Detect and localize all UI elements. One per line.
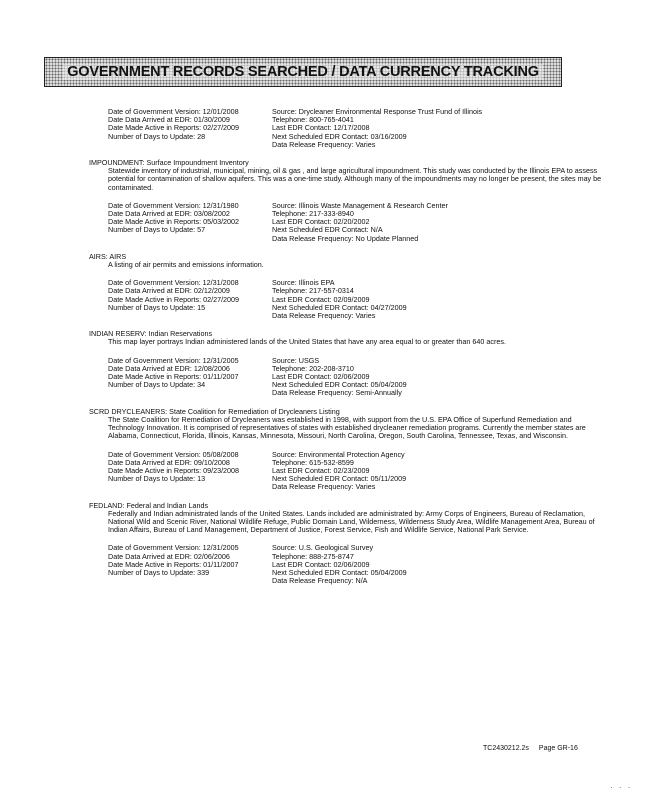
record-section-indian-reserv [89,330,629,397]
source: Source: Environmental Protection Agency [272,449,405,459]
record-section-impoundment [89,159,629,243]
data-arrived-date: Date Data Arrived at EDR: 02/12/2009 [108,286,230,296]
release-frequency: Data Release Frequency: Semi-Annually [272,388,402,398]
source: Source: Illinois Waste Management & Research Center [272,200,448,210]
release-frequency: Data Release Frequency: Varies [272,482,376,492]
page-header-banner [44,57,562,87]
section-description: Federally and Indian administrated lands of the United States. Lands included are administrated by: Army Corps of Engineers, Bureau of Reclamation, National Wild and Scenic River, National Wildlife Refuge, Public Domain Land, Wilderness, Wilderness Study Area, Wildlife Management Area, Bureau of Indian Affairs, Bureau of Land Management, Department of Justice, Forest Service, Fish and Wildlife Service, National Park Service. [108,508,595,535]
next-edr-contact: Next Scheduled EDR Contact: 04/27/2009 [272,302,407,312]
days-to-update: Number of Days to Update: 15 [108,302,206,312]
record-details [108,279,629,320]
release-frequency: Data Release Frequency: Varies [272,311,376,321]
section-title: FEDLAND: Federal and Indian Lands [89,500,209,510]
next-edr-contact: Next Scheduled EDR Contact: N/A [272,225,383,235]
section-description: This map layer portrays Indian administered lands of the United States that have any area equal to or greater than 640 acres. [108,337,506,347]
last-edr-contact: Last EDR Contact: 02/23/2009 [272,465,370,475]
next-edr-contact: Next Scheduled EDR Contact: 05/04/2009 [272,567,407,577]
record-source-column [272,357,552,398]
made-active-date: Date Made Active in Reports: 05/03/2002 [108,217,240,227]
release-frequency: Data Release Frequency: No Update Planned [272,233,419,243]
record-dates-column [108,279,272,320]
telephone: Telephone: 202-208-3710 [272,363,354,373]
record-details [108,544,629,585]
section-title: INDIAN RESERV: Indian Reservations [89,329,213,339]
section-title: SCRD DRYCLEANERS: State Coalition for Remediation of Drycleaners Listing [89,406,340,416]
document-id: TC2430212.2s [483,745,529,752]
last-edr-contact: Last EDR Contact: 02/06/2009 [272,372,370,382]
days-to-update: Number of Days to Update: 339 [108,567,210,577]
data-arrived-date: Date Data Arrived at EDR: 03/08/2002 [108,209,230,219]
page-title: GOVERNMENT RECORDS SEARCHED / DATA CURRENCY TRACKING [63,64,543,80]
next-edr-contact: Next Scheduled EDR Contact: 03/16/2009 [272,131,407,141]
source: Source: USGS [272,355,320,365]
section-title: IMPOUNDMENT: Surface Impoundment Inventory [89,158,249,168]
section-title: AIRS: AIRS [89,251,127,261]
made-active-date: Date Made Active in Reports: 01/11/2007 [108,372,239,382]
days-to-update: Number of Days to Update: 34 [108,380,206,390]
source: Source: Illinois EPA [272,278,335,288]
record-details [108,357,629,398]
days-to-update: Number of Days to Update: 13 [108,474,206,484]
data-arrived-date: Date Data Arrived at EDR: 12/08/2006 [108,363,230,373]
last-edr-contact: Last EDR Contact: 02/06/2009 [272,559,370,569]
section-description: Statewide inventory of industrial, municipal, mining, oil & gas , and large agricultural impoundment. This study was conducted by the Illinois EPA to assess potential for contamination of shallow aquifers. This was a one-time study. Although many of the impoundments may no longer be present, the sites may be contaminated. [108,166,602,192]
record-source-column [272,108,552,149]
telephone: Telephone: 615-532-8599 [272,457,354,467]
record-source-column [272,202,552,243]
section-description: A listing of air permits and emissions information. [108,260,264,270]
telephone: Telephone: 217-557-0314 [272,286,354,296]
record-dates-column [108,108,272,149]
page-number: Page GR-16 [538,745,578,752]
government-version-date: Date of Government Version: 12/31/2008 [108,278,239,288]
last-edr-contact: Last EDR Contact: 02/20/2002 [272,217,370,227]
data-arrived-date: Date Data Arrived at EDR: 09/10/2008 [108,457,230,467]
last-edr-contact: Last EDR Contact: 12/17/2008 [272,123,370,133]
record-details [108,202,629,243]
data-arrived-date: Date Data Arrived at EDR: 02/06/2006 [108,551,230,561]
source: Source: Drycleaner Environmental Response Trust Fund of Illinois [272,107,483,116]
page-footer [483,745,578,752]
telephone: Telephone: 217-333-8940 [272,209,354,219]
next-edr-contact: Next Scheduled EDR Contact: 05/11/2009 [272,474,407,484]
record-dates-column [108,451,272,492]
record-section-fedland [89,502,629,586]
record-source-column [272,451,552,492]
government-version-date: Date of Government Version: 12/31/2005 [108,543,239,553]
record-dates-column [108,202,272,243]
record-details [108,108,629,149]
scan-artifact-dots: · · · [610,783,633,792]
release-frequency: Data Release Frequency: N/A [272,576,368,586]
government-version-date: Date of Government Version: 12/01/2008 [108,107,239,116]
record-details [108,451,629,492]
made-active-date: Date Made Active in Reports: 01/11/2007 [108,559,239,569]
record-section-drycleaner-fund [89,108,629,149]
telephone: Telephone: 888-275-8747 [272,551,354,561]
days-to-update: Number of Days to Update: 57 [108,225,206,235]
record-source-column [272,544,552,585]
government-version-date: Date of Government Version: 12/31/1980 [108,200,239,210]
release-frequency: Data Release Frequency: Varies [272,139,376,149]
record-source-column [272,279,552,320]
section-description: The State Coalition for Remediation of Drycleaners was established in 1998, with support from the U.S. EPA Office of Superfund Remediation and Technology Innovation. It is comprised of representatives of states with established drycleaner remediation programs. Currently the member states are Alabama, Connecticut, Florida, Illinois, Kansas, Minnesota, Missouri, North Carolina, Oregon, South Carolina, Tennessee, Texas, and Wisconsin. [108,414,586,441]
records-list [89,104,629,595]
made-active-date: Date Made Active in Reports: 02/27/2009 [108,294,240,304]
record-section-scrd-drycleaners [89,408,629,492]
government-version-date: Date of Government Version: 12/31/2005 [108,355,239,365]
data-arrived-date: Date Data Arrived at EDR: 01/30/2009 [108,115,230,125]
made-active-date: Date Made Active in Reports: 02/27/2009 [108,123,240,133]
days-to-update: Number of Days to Update: 28 [108,131,206,141]
telephone: Telephone: 800-765-4041 [272,115,354,125]
next-edr-contact: Next Scheduled EDR Contact: 05/04/2009 [272,380,407,390]
record-dates-column [108,357,272,398]
source: Source: U.S. Geological Survey [272,543,374,553]
government-version-date: Date of Government Version: 05/08/2008 [108,449,239,459]
last-edr-contact: Last EDR Contact: 02/09/2009 [272,294,370,304]
record-section-airs [89,253,629,320]
record-dates-column [108,544,272,585]
made-active-date: Date Made Active in Reports: 09/23/2008 [108,465,240,475]
